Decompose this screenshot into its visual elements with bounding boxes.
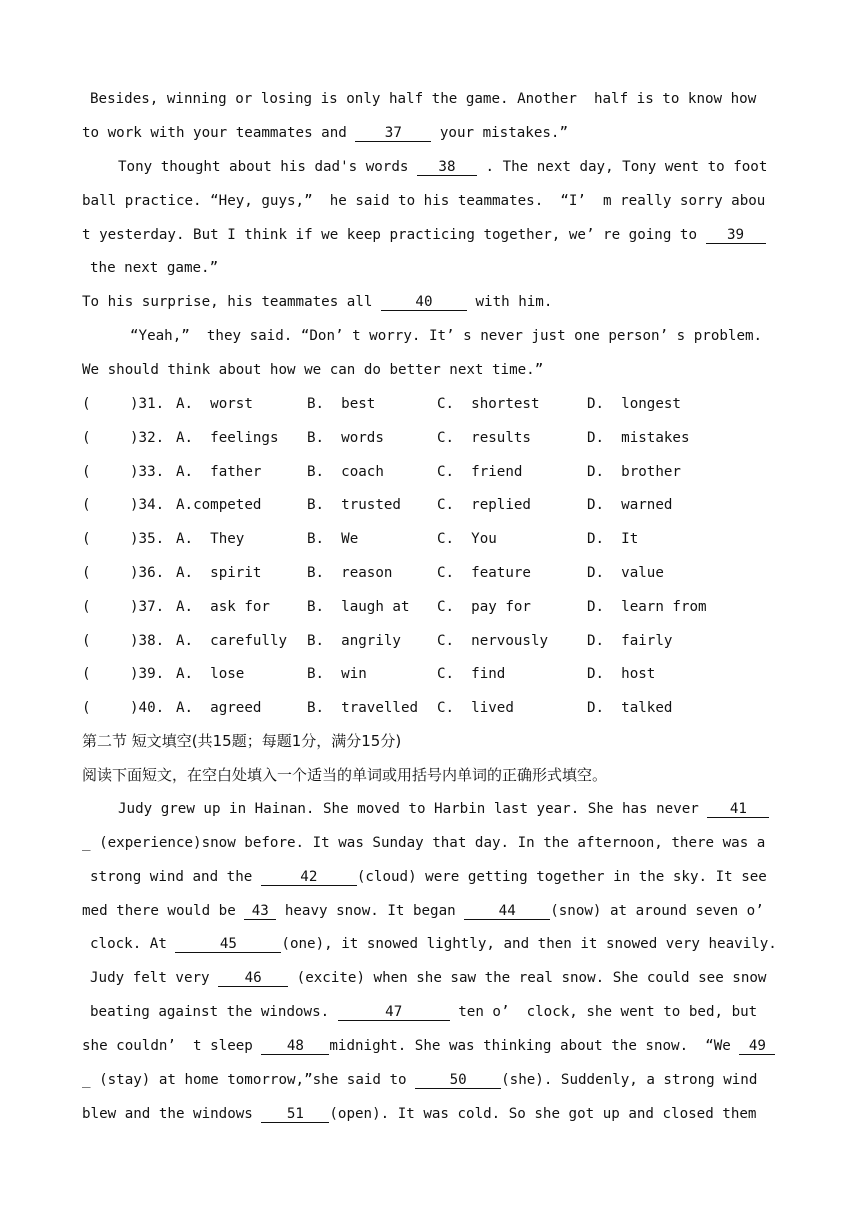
question-row <box>82 563 802 585</box>
blank-41[interactable]: 41 <box>707 801 769 818</box>
passage2-line-7 <box>90 1002 790 1022</box>
text: clock. At <box>90 936 176 952</box>
passage-line-7 <box>82 292 782 312</box>
question-row <box>82 495 802 517</box>
text: strong wind and the <box>90 869 261 885</box>
blank-40[interactable]: 40 <box>381 294 467 311</box>
option-c[interactable]: C. replied <box>437 497 531 514</box>
option-a[interactable]: A. They <box>176 531 245 548</box>
option-b[interactable]: B. laugh at <box>307 598 410 615</box>
passage2-line-3 <box>90 867 790 887</box>
option-d[interactable]: D. host <box>587 666 656 683</box>
option-c[interactable]: C. results <box>437 429 531 446</box>
blank-45[interactable]: 45 <box>175 936 281 953</box>
text: midnight. She was thinking about the snow. “We <box>329 1038 740 1054</box>
text: with him. <box>466 294 553 310</box>
passage-line-1: Besides, winning or losing is only half the game. Another half is to know how <box>90 91 757 107</box>
blank-48[interactable]: 48 <box>261 1038 329 1055</box>
option-c[interactable]: C. find <box>437 666 506 683</box>
passage-line-2 <box>82 123 782 143</box>
question-number: )36. <box>130 565 165 581</box>
blank-37[interactable]: 37 <box>355 125 431 142</box>
blank-44[interactable]: 44 <box>464 903 550 920</box>
question-number: )40. <box>130 700 165 717</box>
blank-42[interactable]: 42 <box>261 869 357 886</box>
question-row <box>82 529 802 551</box>
passage-line-9: We should think about how we can do better next time.” <box>82 362 544 378</box>
option-c[interactable]: C. shortest <box>437 396 540 412</box>
text: she couldn’ t sleep <box>82 1038 262 1054</box>
option-d[interactable]: D. fairly <box>587 632 673 649</box>
blank-39[interactable]: 39 <box>706 227 766 244</box>
question-number: )33. <box>130 463 165 480</box>
blank-43[interactable]: 43 <box>244 903 276 920</box>
passage-line-6: the next game.” <box>90 260 219 276</box>
option-b[interactable]: B. reason <box>307 565 393 581</box>
option-c[interactable]: C. You <box>437 531 497 548</box>
blank-51[interactable]: 51 <box>261 1106 329 1123</box>
option-c[interactable]: C. friend <box>437 463 523 480</box>
option-b[interactable]: B. win <box>307 666 367 683</box>
section-instruction: 阅读下面短文，在空白处填入一个适当的单词或用括号内单词的正确形式填空。 <box>82 766 608 784</box>
option-c[interactable]: C. pay for <box>437 598 531 615</box>
option-a[interactable]: A. lose <box>176 666 245 683</box>
text: _ (stay) at home tomorrow,”she said to <box>82 1072 416 1088</box>
passage2-line-10 <box>82 1104 782 1124</box>
option-b[interactable]: B. coach <box>307 463 384 480</box>
option-d[interactable]: D. talked <box>587 700 673 717</box>
answer-bracket[interactable]: ( <box>82 700 91 717</box>
passage2-line-5 <box>90 934 790 954</box>
text: your mistakes.” <box>431 125 569 141</box>
option-a[interactable]: A. carefully <box>176 632 288 649</box>
text: . The next day, Tony went to foot <box>476 159 768 175</box>
answer-bracket[interactable]: ( <box>82 632 91 649</box>
passage-line-8: “Yeah,” they said. “Don’ t worry. It’ s never just one person’ s problem. <box>130 328 763 344</box>
question-row <box>82 394 802 416</box>
text: Judy grew up in Hainan. She moved to Harbin last year. She has never <box>118 801 708 817</box>
blank-50[interactable]: 50 <box>415 1072 501 1089</box>
blank-38[interactable]: 38 <box>417 159 477 176</box>
option-a[interactable]: A. ask for <box>176 598 270 615</box>
question-row <box>82 462 802 484</box>
option-a[interactable]: A. worst <box>176 396 253 412</box>
text: med there would be <box>82 903 245 919</box>
question-row <box>82 631 802 653</box>
text: (excite) when she saw the real snow. She could see snow <box>288 970 767 986</box>
passage2-line-6 <box>90 968 790 988</box>
answer-bracket[interactable]: ( <box>82 531 91 548</box>
option-b[interactable]: B. trusted <box>307 497 401 514</box>
option-a[interactable]: A. father <box>176 463 262 480</box>
answer-bracket[interactable]: ( <box>82 463 91 480</box>
option-d[interactable]: D. mistakes <box>587 429 690 446</box>
passage2-line-4 <box>82 901 782 921</box>
option-c[interactable]: C. lived <box>437 700 514 717</box>
text: (cloud) were getting together in the sky. It see <box>356 869 767 885</box>
option-b[interactable]: B. We <box>307 531 359 548</box>
question-row <box>82 428 802 450</box>
answer-bracket[interactable]: ( <box>82 666 91 683</box>
text: ten o’ clock, she went to bed, but <box>449 1004 758 1020</box>
question-row <box>82 597 802 619</box>
text: blew and the windows <box>82 1106 262 1122</box>
question-number: )35. <box>130 531 165 548</box>
answer-bracket[interactable]: ( <box>82 497 91 514</box>
text: Judy felt very <box>90 970 219 986</box>
option-d[interactable]: D. learn from <box>587 598 707 615</box>
text: Tony thought about his dad's words <box>118 159 417 175</box>
question-number: )39. <box>130 666 165 683</box>
option-d[interactable]: D. longest <box>587 396 681 412</box>
question-number: )37. <box>130 598 165 615</box>
question-number: )38. <box>130 632 165 649</box>
text: (snow) at around seven o’ <box>550 903 764 919</box>
text: To his surprise, his teammates all <box>82 294 381 310</box>
passage2-line-1 <box>118 799 818 819</box>
section-title: 第二节 短文填空(共15题；每题1分，满分15分) <box>82 732 402 750</box>
option-d[interactable]: D. value <box>587 565 664 581</box>
text: beating against the windows. <box>90 1004 338 1020</box>
text: heavy snow. It began <box>276 903 465 919</box>
question-number: )31. <box>130 396 165 412</box>
option-b[interactable]: B. best <box>307 396 376 412</box>
passage2-line-2: _ (experience)snow before. It was Sunday that day. In the afternoon, there was a <box>82 835 766 851</box>
passage2-line-9 <box>82 1070 782 1090</box>
option-d[interactable]: D. brother <box>587 463 681 480</box>
option-c[interactable]: C. feature <box>437 565 531 581</box>
option-d[interactable]: D. warned <box>587 497 673 514</box>
passage2-line-8 <box>82 1036 782 1056</box>
question-row <box>82 698 802 720</box>
option-b[interactable]: B. angrily <box>307 632 401 649</box>
blank-49[interactable]: 49 <box>739 1038 775 1055</box>
answer-bracket[interactable]: ( <box>82 565 91 581</box>
option-a[interactable]: A. feelings <box>176 429 279 446</box>
option-a[interactable]: A. spirit <box>176 565 262 581</box>
answer-bracket[interactable]: ( <box>82 429 91 446</box>
question-number: )34. <box>130 497 165 514</box>
blank-47[interactable]: 47 <box>338 1004 450 1021</box>
text: (one), it snowed lightly, and then it snowed very heavily. <box>281 936 777 952</box>
option-c[interactable]: C. nervously <box>437 632 549 649</box>
text: (open). It was cold. So she got up and closed them <box>329 1106 757 1122</box>
answer-bracket[interactable]: ( <box>82 598 91 615</box>
option-b[interactable]: B. words <box>307 429 384 446</box>
blank-46[interactable]: 46 <box>218 970 288 987</box>
option-a[interactable]: A.competed <box>176 497 262 514</box>
question-row <box>82 664 802 686</box>
answer-bracket[interactable]: ( <box>82 396 91 412</box>
option-b[interactable]: B. travelled <box>307 700 419 717</box>
question-number: )32. <box>130 429 165 446</box>
passage-line-5 <box>82 225 782 245</box>
option-a[interactable]: A. agreed <box>176 700 262 717</box>
passage-line-4: ball practice. “Hey, guys,” he said to his teammates. “I’ m really sorry abou <box>82 193 766 209</box>
passage-line-3 <box>118 157 818 177</box>
option-d[interactable]: D. It <box>587 531 639 548</box>
text: (she). Suddenly, a strong wind <box>501 1072 758 1088</box>
text: to work with your teammates and <box>82 125 356 141</box>
text: t yesterday. But I think if we keep practicing together, we’ re going to <box>82 227 706 243</box>
